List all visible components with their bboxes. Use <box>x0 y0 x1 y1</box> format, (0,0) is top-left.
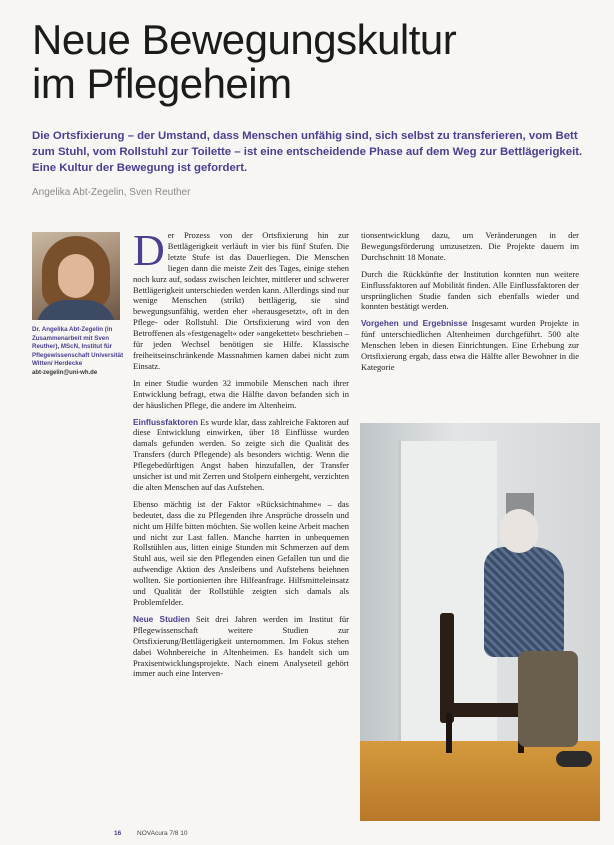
article-paragraph: In einer Studie wurden 32 immobile Menschen nach ihrer Entwicklung befragt, etwa die Hälfte davon befanden sich in der häuslichen Pflege, die andere im Altenheim. <box>133 377 349 410</box>
drop-cap: D <box>133 226 165 275</box>
article-paragraph: Vorgehen und Ergebnisse Insgesamt wurden Projekte in fünf unterschiedlichen Altenheimen durchgeführt. 500 alte Menschen leben in diesen Einrichtungen. Eine Erhebung zur Ortsfixierung ergab, dass etwa die Hälfte aller Bewohner in die Kategorie <box>361 318 579 372</box>
headline-line-2: im Pflegeheim <box>32 60 292 107</box>
page-number: 16 <box>114 830 122 837</box>
article-paragraph: Neue Studien Seit drei Jahren werden im Institut für Pflegewissenschaft weitere Studien zur Ortsfixierung/Bettlägerigkeit unternommen. Im Fokus stehen dabei Wohnbereiche in Altenheimen. Es handelt sich um Praxisentwicklungsprojekte. Nach einem Analyseteil gehört immer auch eine Interven- <box>133 613 349 679</box>
page-footer <box>114 830 314 837</box>
subheading: Vorgehen und Ergebnisse <box>361 318 468 329</box>
author-email: abt-zegelin@uni-wh.de <box>32 370 98 376</box>
article-paragraph: Einflussfaktoren Es wurde klar, dass zahlreiche Faktoren auf diese Entwicklung einwirken, über 18 Einflüsse wurden damals gefunden werden. So zeigte sich die Qualität des Transfers (durch Pflegende) als besonders wichtig. Wenn die Pflegebedürftigen Angst haben hinzufallen, der Transfer unsicher ist und mit Zerren und Stolpern einhergeht, verzichten die alten Menschen auf das Aufstehen. <box>133 416 349 492</box>
lead-paragraph: Die Ortsfixierung – der Umstand, dass Menschen unfähig sind, sich selbst zu transferieren, vom Bett zum Stuhl, vom Rollstuhl zur Toilette – ist eine entscheidende Phase auf dem Weg zur Bettlägerigkeit. Eine Kultur der Bewegung ist gefordert. <box>32 130 583 174</box>
article-paragraph: Durch die Rückkünfte der Institution konnten nun weitere Einflussfaktoren auf Mobilität finden. Alle Einflussfaktoren der ursprünglichen Studie fanden sich ebenfalls wieder und konnten bestätigt werden. <box>361 268 579 312</box>
author-portrait <box>32 232 120 320</box>
headline-line-1: Neue Bewegungskultur <box>32 16 457 63</box>
article-paragraph: Der Prozess von der Ortsfixierung hin zur Bettlägerigkeit verläuft in vier bis fünf Stufen. Die letzte Stufe ist das Dauerliegen. Die Menschen liegen dann die meiste Zeit des Tages, einige stehen noch kurz auf, sodass zwischen leichter, mittlerer und schwerer Bettlägerigkeit unterschieden werden kann. Allerdings sind nur wenige Menschen (strikt) bettlägerig, sie sind bewegungsunfähig, werden eher »herausgesetzt«, oft in den Pflege- oder Rollstuhl. Die Ortsfixierung wird von den Betroffenen als »festgenagelt« oder »angekettet« beschrieben – für jeden Wechsel benötigen sie Hilfe. Klassische freiheitseinschränkende Massnahmen kamen dabei nicht zum Einsatz. <box>133 226 349 371</box>
article-paragraph: tionsentwicklung dazu, um Veränderungen in der Bewegungsförderung umzusetzen. Die Projekte dauern im Durchschnitt 18 Monate. <box>361 230 579 262</box>
article-column-1 <box>133 226 349 685</box>
author-caption: Dr. Angelika Abt-Zegelin (in Zusammenarbeit mit Sven Reuther), MScN, Institut für Pflegewissenschaft Universität Witten/ Herdecke <box>32 326 124 368</box>
subheading: Neue Studien <box>133 613 190 624</box>
headline <box>32 18 592 106</box>
author-byline: Angelika Abt-Zegelin, Sven Reuther <box>32 187 191 198</box>
article-column-2 <box>361 230 579 379</box>
article-paragraph: Ebenso mächtig ist der Faktor »Rücksichtnahme« – das bedeutet, dass die zu Pflegenden ihre Ansprüche drosseln und nicht um Hilfe bitten möchten. Sie wollen keine Arbeit machen und nicht zur Last fallen. Manche harrten in unbequemen Rollstühlen aus, litten einige Stunden mit Schmerzen auf dem Stuhl aus, weil sie den Pflegenden einen Gefallen tun und die aufwendige Aktion des Ansleibens und Aufstehens beiehnen wollten. Sie portionierten ihre Hilfeanfrage. Hilfsmitteleinsatz und Qualität der Rollstühle zeigten sich damals als Problemfelder. <box>133 498 349 607</box>
article-photo <box>360 423 600 821</box>
subheading: Einflussfaktoren <box>133 416 199 427</box>
publication-name: NOVAcura 7/8 10 <box>137 830 188 837</box>
